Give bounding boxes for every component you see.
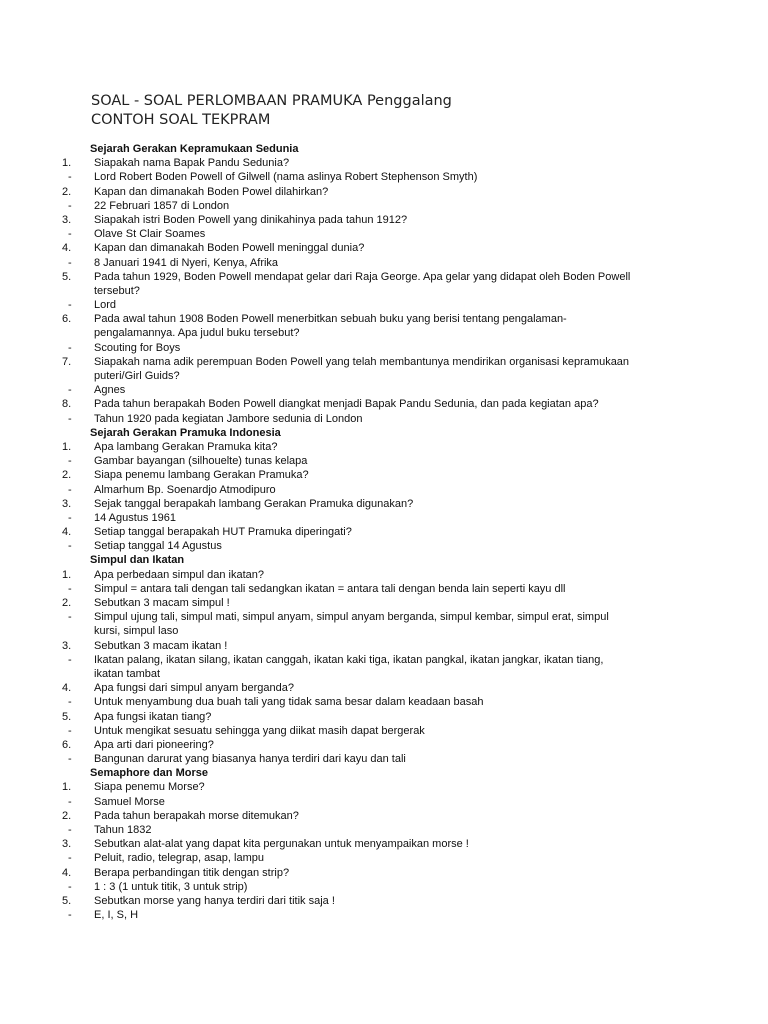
answer-bullet: -	[68, 228, 72, 241]
continuation-row	[0, 667, 768, 681]
question-number: 3.	[62, 497, 72, 510]
answer-bullet: -	[68, 852, 72, 865]
question-text: Pada tahun 1929, Boden Powell mendapat gelar dari Raja George. Apa gelar yang didapat oleh Boden Powell	[94, 270, 631, 283]
answer-bullet: -	[68, 455, 72, 468]
question-text: Pada tahun berapakah Boden Powell diangkat menjadi Bapak Pandu Sedunia, dan pada kegiatan apa?	[94, 398, 599, 411]
answer-text: Setiap tanggal 14 Agustus	[94, 540, 222, 553]
answer-row	[0, 539, 768, 553]
question-number: 2.	[62, 809, 72, 822]
answer-bullet: -	[68, 199, 72, 212]
question-row	[0, 894, 768, 908]
question-row	[0, 596, 768, 610]
answer-row	[0, 227, 768, 241]
document-subtitle: CONTOH SOAL TEKPRAM	[91, 112, 271, 128]
document-header	[91, 92, 452, 130]
question-text: Berapa perbandingan titik dengan strip?	[94, 866, 290, 879]
section-heading: Semaphore dan Morse	[90, 767, 208, 780]
answer-bullet: -	[68, 299, 72, 312]
section-heading-row	[0, 142, 768, 156]
continuation-text: tersebut?	[94, 284, 140, 297]
question-text: Siapa penemu lambang Gerakan Pramuka?	[94, 469, 309, 482]
question-text: Sejak tanggal berapakah lambang Gerakan Pramuka digunakan?	[94, 497, 414, 510]
answer-text: Lord	[94, 299, 117, 312]
answer-bullet: -	[68, 511, 72, 524]
answer-bullet: -	[68, 483, 72, 496]
question-row	[0, 809, 768, 823]
question-row	[0, 468, 768, 482]
question-number: 2.	[62, 185, 72, 198]
question-number: 6.	[62, 313, 72, 326]
question-row	[0, 312, 768, 326]
answer-row	[0, 454, 768, 468]
question-list	[0, 142, 768, 922]
answer-row	[0, 511, 768, 525]
question-text: Sebutkan 3 macam simpul !	[94, 597, 230, 609]
question-number: 3.	[62, 639, 72, 652]
answer-bullet: -	[68, 256, 72, 269]
question-text: Apa fungsi ikatan tiang?	[94, 710, 212, 723]
section-heading-row	[0, 553, 768, 567]
question-number: 1.	[62, 157, 72, 170]
question-number: 5.	[62, 894, 72, 907]
continuation-row	[0, 326, 768, 340]
question-row	[0, 738, 768, 752]
answer-bullet: -	[68, 795, 72, 808]
answer-row	[0, 795, 768, 809]
answer-bullet: -	[68, 909, 72, 922]
question-text: Sebutkan alat-alat yang dapat kita pergunakan untuk menyampaikan morse !	[94, 838, 469, 851]
continuation-row	[0, 284, 768, 298]
answer-text: Agnes	[94, 384, 126, 397]
answer-text: Scouting for Boys	[94, 341, 181, 354]
question-row	[0, 270, 768, 284]
question-text: Siapakah nama adik perempuan Boden Powell yang telah membantunya mendirikan organisasi kepramukaan	[94, 355, 630, 368]
section-heading-row	[0, 426, 768, 440]
question-text: Sebutkan morse yang hanya terdiri dari titik saja !	[94, 894, 335, 907]
answer-text: Peluit, radio, telegrap, asap, lampu	[94, 852, 264, 865]
answer-bullet: -	[68, 582, 72, 595]
question-number: 7.	[62, 355, 72, 368]
question-row	[0, 710, 768, 724]
answer-row	[0, 383, 768, 397]
question-text: Pada awal tahun 1908 Boden Powell menerbitkan sebuah buku yang berisi tentang pengalaman-	[94, 313, 567, 326]
question-number: 2.	[62, 597, 72, 609]
answer-row	[0, 880, 768, 894]
question-row	[0, 185, 768, 199]
question-text: Siapakah nama Bapak Pandu Sedunia?	[94, 157, 290, 170]
answer-row	[0, 752, 768, 766]
answer-row	[0, 341, 768, 355]
question-text: Siapa penemu Morse?	[94, 781, 205, 794]
continuation-text: puteri/Girl Guids?	[94, 370, 180, 382]
question-text: Siapakah istri Boden Powell yang dinikahinya pada tahun 1912?	[94, 213, 408, 226]
answer-text: Ikatan palang, ikatan silang, ikatan canggah, ikatan kaki tiga, ikatan pangkal, ikatan jangkar, ikatan tiang,	[94, 653, 604, 666]
question-row	[0, 780, 768, 794]
continuation-row	[0, 369, 768, 383]
answer-text: Untuk menyambung dua buah tali yang tidak sama besar dalam keadaan basah	[94, 696, 484, 709]
continuation-text: ikatan tambat	[94, 667, 161, 680]
answer-bullet: -	[68, 880, 72, 893]
answer-row	[0, 298, 768, 312]
answer-text: Simpul = antara tali dengan tali sedangkan ikatan = antara tali dengan benda lain seperti kayu dll	[94, 582, 566, 595]
answer-row	[0, 610, 768, 624]
section-heading-row	[0, 766, 768, 780]
question-number: 4.	[62, 242, 72, 255]
question-number: 5.	[62, 710, 72, 723]
question-number: 3.	[62, 213, 72, 226]
answer-row	[0, 483, 768, 497]
answer-bullet: -	[68, 824, 72, 836]
section-heading: Sejarah Gerakan Pramuka Indonesia	[90, 426, 281, 439]
question-row	[0, 681, 768, 695]
answer-row	[0, 823, 768, 837]
answer-text: Samuel Morse	[94, 795, 165, 808]
answer-row	[0, 851, 768, 865]
question-text: Apa lambang Gerakan Pramuka kita?	[94, 440, 278, 453]
answer-row	[0, 412, 768, 426]
answer-text: 14 Agustus 1961	[94, 511, 176, 524]
answer-text: Lord Robert Boden Powell of Gilwell (nama aslinya Robert Stephenson Smyth)	[94, 171, 478, 184]
question-row	[0, 568, 768, 582]
answer-bullet: -	[68, 653, 72, 666]
question-text: Apa perbedaan simpul dan ikatan?	[94, 568, 265, 581]
question-number: 1.	[62, 781, 72, 794]
continuation-text: kursi, simpul laso	[94, 625, 179, 638]
question-number: 1.	[62, 440, 72, 453]
question-number: 3.	[62, 838, 72, 851]
answer-row	[0, 908, 768, 922]
question-row	[0, 497, 768, 511]
question-number: 4.	[62, 866, 72, 879]
answer-text: 1 : 3 (1 untuk titik, 3 untuk strip)	[94, 880, 248, 893]
answer-bullet: -	[68, 412, 72, 425]
answer-text: Gambar bayangan (silhouelte) tunas kelapa	[94, 455, 308, 468]
question-row	[0, 639, 768, 653]
answer-row	[0, 199, 768, 213]
answer-bullet: -	[68, 611, 72, 624]
section-heading: Sejarah Gerakan Kepramukaan Sedunia	[90, 143, 299, 155]
answer-text: Bangunan darurat yang biasanya hanya terdiri dari kayu dan tali	[94, 753, 406, 766]
answer-bullet: -	[68, 753, 72, 766]
question-number: 2.	[62, 469, 72, 482]
question-text: Setiap tanggal berapakah HUT Pramuka diperingati?	[94, 526, 352, 539]
answer-row	[0, 170, 768, 184]
answer-row	[0, 653, 768, 667]
answer-row	[0, 582, 768, 596]
answer-text: 22 Februari 1857 di London	[94, 199, 230, 212]
answer-text: Tahun 1832	[94, 824, 152, 836]
question-number: 5.	[62, 270, 72, 283]
answer-text: Almarhum Bp. Soenardjo Atmodipuro	[94, 483, 276, 496]
answer-text: Simpul ujung tali, simpul mati, simpul anyam, simpul anyam berganda, simpul kembar, simpul erat, simpul	[94, 611, 609, 624]
question-row	[0, 355, 768, 369]
answer-bullet: -	[68, 724, 72, 737]
answer-text: E, I, S, H	[94, 909, 139, 922]
question-text: Sebutkan 3 macam ikatan !	[94, 639, 228, 652]
answer-text: Untuk mengikat sesuatu sehingga yang diikat masih dapat bergerak	[94, 724, 425, 737]
question-text: Kapan dan dimanakah Boden Powell meninggal dunia?	[94, 242, 365, 255]
answer-bullet: -	[68, 341, 72, 354]
question-number: 4.	[62, 526, 72, 539]
question-row	[0, 525, 768, 539]
question-number: 4.	[62, 682, 72, 695]
question-number: 1.	[62, 568, 72, 581]
question-row	[0, 837, 768, 851]
answer-text: Tahun 1920 pada kegiatan Jambore sedunia di London	[94, 412, 363, 425]
question-row	[0, 241, 768, 255]
continuation-text: pengalamannya. Apa judul buku tersebut?	[94, 327, 300, 340]
answer-row	[0, 695, 768, 709]
answer-bullet: -	[68, 540, 72, 553]
continuation-row	[0, 624, 768, 638]
question-row	[0, 156, 768, 170]
question-row	[0, 866, 768, 880]
question-text: Apa fungsi dari simpul anyam berganda?	[94, 682, 294, 695]
question-row	[0, 397, 768, 411]
answer-bullet: -	[68, 171, 72, 184]
answer-row	[0, 724, 768, 738]
answer-text: Olave St Clair Soames	[94, 228, 206, 241]
section-heading: Simpul dan Ikatan	[90, 554, 185, 567]
question-number: 6.	[62, 738, 72, 751]
document-title: SOAL - SOAL PERLOMBAAN PRAMUKA Penggalang	[91, 93, 452, 109]
answer-bullet: -	[68, 696, 72, 709]
answer-text: 8 Januari 1941 di Nyeri, Kenya, Afrika	[94, 256, 279, 269]
question-text: Pada tahun berapakah morse ditemukan?	[94, 809, 299, 822]
answer-bullet: -	[68, 384, 72, 397]
question-row	[0, 213, 768, 227]
question-text: Kapan dan dimanakah Boden Powel dilahirkan?	[94, 185, 329, 198]
answer-row	[0, 256, 768, 270]
question-text: Apa arti dari pioneering?	[94, 738, 214, 751]
question-row	[0, 440, 768, 454]
question-number: 8.	[62, 398, 72, 411]
